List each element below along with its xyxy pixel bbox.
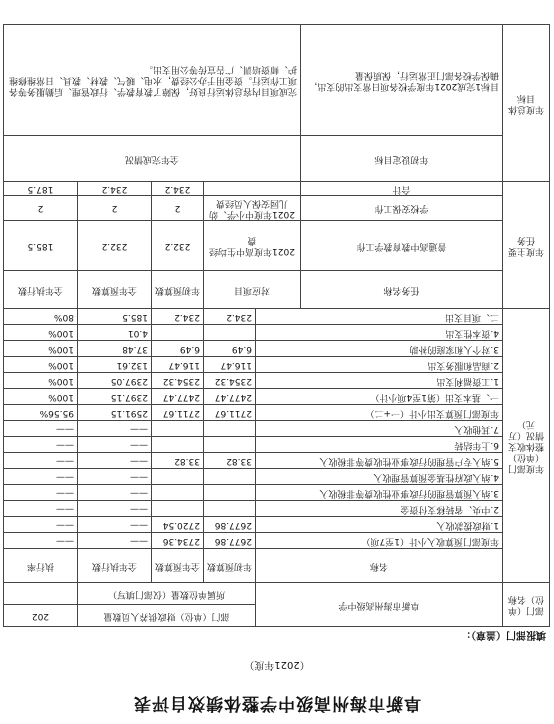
goals-set-label: 年初设定目标: [301, 136, 503, 182]
table-row: 年度部门预算收入小计（1至7项） 2677.86 2734.36 —— ——: [3, 533, 549, 549]
col-full-exec-header: 全年执行数: [77, 549, 151, 583]
table-row: 3.对个人和家庭的补助 6.49 6.49 37.48 100%: [3, 341, 549, 357]
dept-name: 阜新市海州高级中学: [255, 583, 502, 627]
goals-content-row: [3, 25, 549, 136]
sub-units-value: [3, 583, 77, 605]
table-row: 4.资本性支出 4.01 100%: [3, 325, 549, 341]
col-task-full-exec-header: 全年执行数: [3, 271, 77, 309]
col-rate-header: 执行率: [3, 549, 77, 583]
budget-header-row: [3, 549, 549, 583]
budget-section-label: 年度部门（单位）整体收支情况（万元）: [503, 309, 550, 583]
table-row: 普通高中教育教学工作 2021年度高中生均经费 232.2 232.2 185.5: [3, 221, 549, 271]
tasks-total-label: 合计: [301, 182, 503, 196]
page-subtitle: （2021年度）: [244, 659, 310, 670]
goals-set-text: 目标1完成2021年度学校各项日常支出的支出，确保学校各部门正常运行，保质保量: [301, 25, 503, 136]
goals-section-label: 年度总体目标: [503, 25, 550, 182]
table-row: 2.商品和服务支出 116.47 116.47 132.61 100%: [3, 357, 549, 373]
col-full-budget-header: 全年预算数: [151, 549, 203, 583]
table-row: 学校安保工作 2021年度中小学、幼儿园安保人员经费 2 2 2: [3, 196, 549, 221]
table-row: 6.上年结转 —— ——: [3, 437, 549, 453]
col-task-full-budget-header: 全年预算数: [77, 271, 151, 309]
tasks-header-row: [3, 271, 549, 309]
dept-label: 部门（单位）名称: [503, 583, 550, 627]
basic-row-1: [3, 605, 549, 627]
staff-label: 部门（单位）财政供养人员数量: [77, 605, 255, 627]
sub-units-label: 所属单位数量（仅部门填写）: [77, 583, 255, 605]
col-initial-header: 年初预算数: [203, 549, 255, 583]
table-row: 二、项目支出 234.2 234.2 185.5 80%: [3, 309, 549, 325]
goals-done-label: 全年完成情况: [3, 136, 300, 182]
table-row: 年度部门预算支出小计（一+二） 2711.67 2711.67 2591.15 95.56%: [3, 405, 549, 421]
goals-done-text: 完成项目内容总体运行良好，保障了教育教学、行政管理、后勤服务等各项工作运行。资金用于办公经费，水电、暖气、教材、教具、日常维修维护、师资培训、广告宣传等公用支出。: [3, 25, 300, 136]
col-project-header: 对应项目: [203, 271, 300, 309]
table-row: 5.纳入专户管理的行政事业性收费等非税收入 33.82 33.82 —— ——: [3, 453, 549, 469]
fill-unit-label: 填报部门（盖章）：: [461, 629, 546, 640]
col-task-initial-header: 年初预算数: [151, 271, 203, 309]
table-row: 1.财政拨款收入 2677.86 2720.54 —— ——: [3, 517, 549, 533]
tasks-total-row: 合计 234.2 234.2 187.5: [3, 182, 549, 196]
table-row: 7.其他收入 —— ——: [3, 421, 549, 437]
table-row: 一、基本支出（第1至4项小计） 2477.47 2477.47 2397.15 100%: [3, 389, 549, 405]
table-row: 2.中央、省转移支付资金 —— ——: [3, 501, 549, 517]
goals-header-row: [3, 136, 549, 182]
table-row: 4.纳入政府性基金预算管理收入 —— ——: [3, 469, 549, 485]
staff-value: 202: [3, 605, 77, 627]
page-title: 阜新市海州高级中学整体绩效自评表: [133, 693, 421, 713]
table-row: 3.纳入预算管理的行政事业性收费等非税收入 —— ——: [3, 485, 549, 501]
col-task-header: 任务名称: [301, 271, 503, 309]
evaluation-table: [3, 24, 550, 627]
table-row: 1.工资福利支出 2354.32 2354.32 2397.05 100%: [3, 373, 549, 389]
tasks-section-label: 年度主要任务: [503, 182, 550, 309]
col-name-header: 名称: [255, 549, 502, 583]
